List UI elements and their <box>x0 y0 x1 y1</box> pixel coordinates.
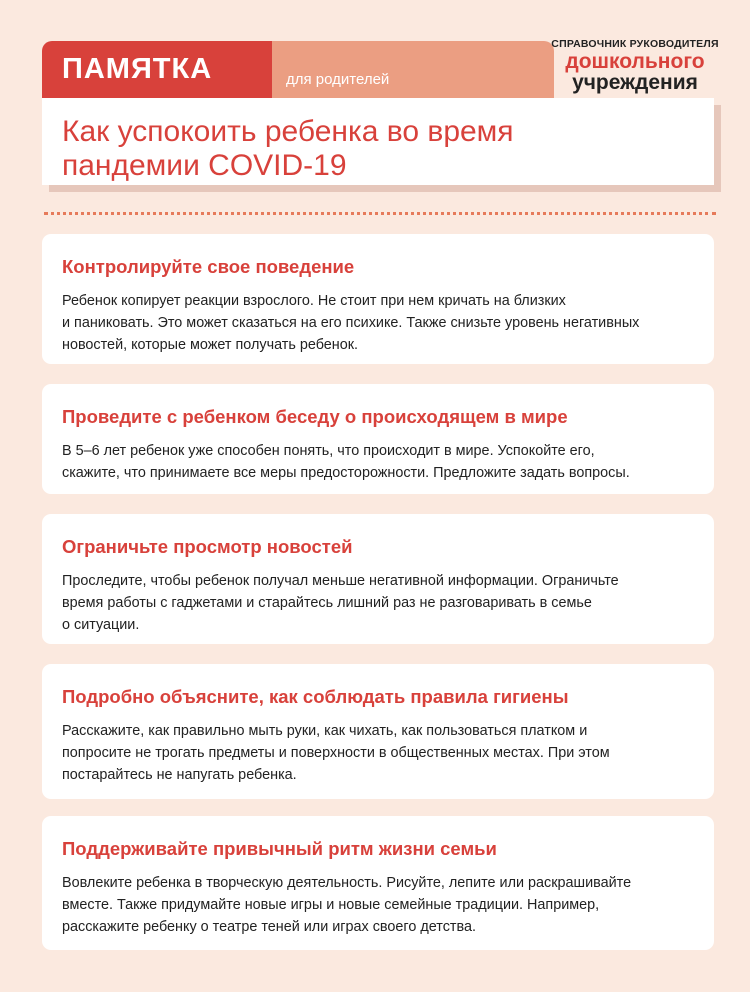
tip-card <box>42 514 714 644</box>
audience-banner <box>272 41 554 98</box>
tip-text: Расскажите, как правильно мыть руки, как чихать, как пользоваться платком и попросите не трогать предметы и поверхности в общественных местах. При этом постарайтесь не напугать ребенка. <box>62 723 610 783</box>
tip-card <box>42 384 714 494</box>
tip-heading: Поддерживайте привычный ритм жизни семьи <box>62 838 497 859</box>
title-box <box>42 98 714 185</box>
brand-line-3: учреждения <box>572 71 698 94</box>
page-title: Как успокоить ребенка во время пандемии COVID-19 <box>62 115 514 182</box>
tip-text: Вовлеките ребенка в творческую деятельность. Рисуйте, лепите или раскрашивайте вместе. Также придумайте новые игры и новые семейные традиции. Например, расскажите ребенку о театре теней или играх своего детства. <box>62 875 632 935</box>
brand-logo <box>549 38 721 93</box>
tip-heading: Подробно объясните, как соблюдать правила гигиены <box>62 686 569 707</box>
tip-heading: Ограничьте просмотр новостей <box>62 536 353 557</box>
tip-heading: Контролируйте свое поведение <box>62 256 355 277</box>
tip-text: Проследите, чтобы ребенок получал меньше негативной информации. Ограничьте время работы с гаджетами и старайтесь лишний раз не разговаривать в семье о ситуации. <box>62 573 619 633</box>
brand-line-2: дошкольного <box>565 50 705 73</box>
tip-text: В 5–6 лет ребенок уже способен понять, что происходит в мире. Успокойте его, скажите, что принимаете все меры предосторожности. Предложите задать вопросы. <box>62 443 630 481</box>
memo-badge <box>42 41 272 98</box>
audience-label: для родителей <box>286 71 390 88</box>
dotted-divider <box>44 212 716 215</box>
tip-card <box>42 816 714 950</box>
brand-line-1: СПРАВОЧНИК РУКОВОДИТЕЛЯ <box>551 38 719 50</box>
tip-text: Ребенок копирует реакции взрослого. Не стоит при нем кричать на близких и паниковать. Это может сказаться на его психике. Также снизьте уровень негативных новостей, которые может получать ребенок. <box>62 293 640 353</box>
tip-card <box>42 234 714 364</box>
tip-card <box>42 664 714 799</box>
tip-heading: Проведите с ребенком беседу о происходящем в мире <box>62 406 568 427</box>
memo-badge-label: ПАМЯТКА <box>62 53 213 85</box>
